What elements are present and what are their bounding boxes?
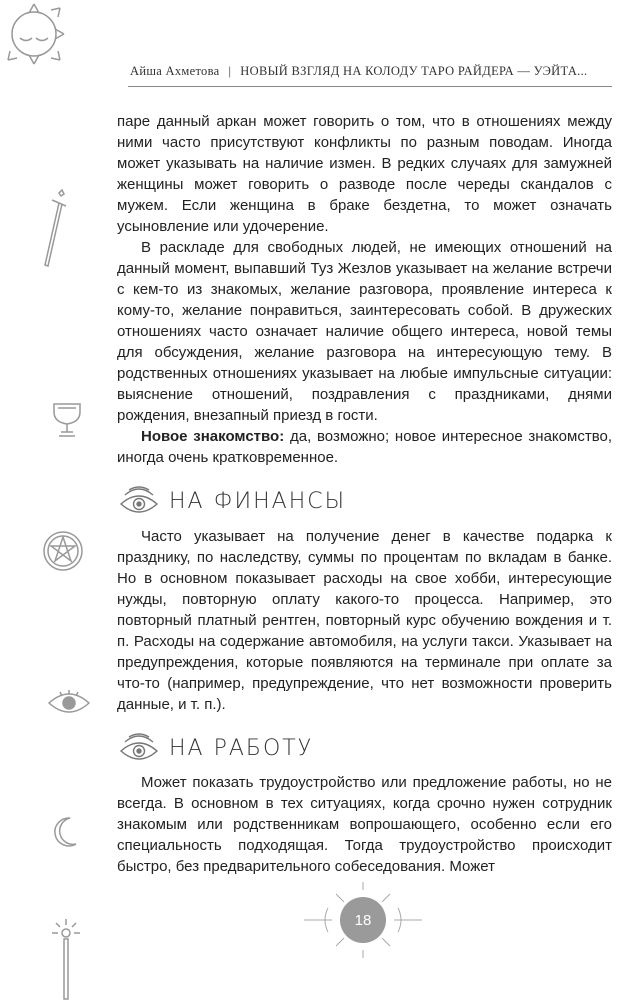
cup-icon: [50, 400, 84, 440]
running-header: [130, 64, 608, 79]
sun-icon: [0, 0, 90, 90]
new-acquaintance-text: да, возможно; новое интересное знакомство, иногда очень кратковременное.: [117, 428, 613, 466]
eye-heading-icon: [117, 731, 161, 765]
header-separator: |: [228, 64, 232, 78]
eye-heading-icon: [117, 484, 161, 518]
sword-icon: [38, 186, 72, 278]
paragraph: паре данный аркан может говорить о том, что в отношениях между ними часто присутствуют конфликты по разным поводам. Иногда может указывать на наличие измен. В редких случаях для замужней женщины может говорить о разводе после череды скандалов с мужем. Если женщина в браке бездетна, то может означать усыновление или удочерение.: [117, 113, 612, 235]
paragraph: Может показать трудоустройство или предложение работы, но не всегда. В основном в тех ситуациях, когда срочно нужен сотрудник знакомым или родственникам вопрошающего, особенно если его специальность подходящая. Тогда трудоустройство происходит быстро, без предварительного собеседования. Может: [117, 774, 612, 875]
paragraph: Часто указывает на получение денег в качестве подарка к празднику, по наследству, суммы по процентам по вкладам в банке. Но в основном показывает расходы на свое хобби, интересующие нужды, повторную оплату какого-то процесса. Например, это повторный платный рентген, повторный курс обучению вождения и т. п. Расходы на содержание автомобиля, на услуги такси. Указывает на предупреждения, которые появляются на терминале при оплате за что-то (например, предупреждение, что нет возможности проверить данные, и т. п.).: [117, 528, 612, 713]
new-acquaintance-label: Новое знакомство:: [141, 428, 285, 445]
wand-icon: [48, 915, 84, 1000]
section-heading-work: [117, 731, 313, 765]
new-acquaintance-paragraph: [117, 426, 612, 468]
page-number: 18: [340, 897, 386, 943]
moon-icon: [50, 815, 80, 849]
body-text-relations: [117, 111, 612, 468]
section-title: НА РАБОТУ: [169, 735, 314, 761]
paragraph: В раскладе для свободных людей, не имеющих отношений на данный момент, выпавший Туз Жезлов указывает на желание встречи с кем-то из знакомых, желание разговора, проявление интереса к кому-то, желание понравиться, заинтересовать собой. В дружеских отношениях часто означает наличие общего интереса, новой темы для обсуждения, желание разговора на интересующую тему. В родственных отношениях указывает на любые импульсные ситуации: выяснение отношений, поздравления с праздниками, днями рождения, внезапный приезд в гости.: [117, 239, 612, 424]
body-text-work: [117, 772, 612, 877]
section-heading-finances: [117, 484, 346, 518]
header-book-title: НОВЫЙ ВЗГЛЯД НА КОЛОДУ ТАРО РАЙДЕРА — УЭЙТА...: [240, 64, 588, 78]
eye-icon: [46, 688, 92, 718]
header-rule: [128, 86, 612, 87]
section-title: НА ФИНАНСЫ: [169, 488, 347, 514]
header-author: Айша Ахметова: [130, 64, 220, 78]
pentacle-icon: [42, 530, 84, 572]
body-text-finances: [117, 526, 612, 715]
